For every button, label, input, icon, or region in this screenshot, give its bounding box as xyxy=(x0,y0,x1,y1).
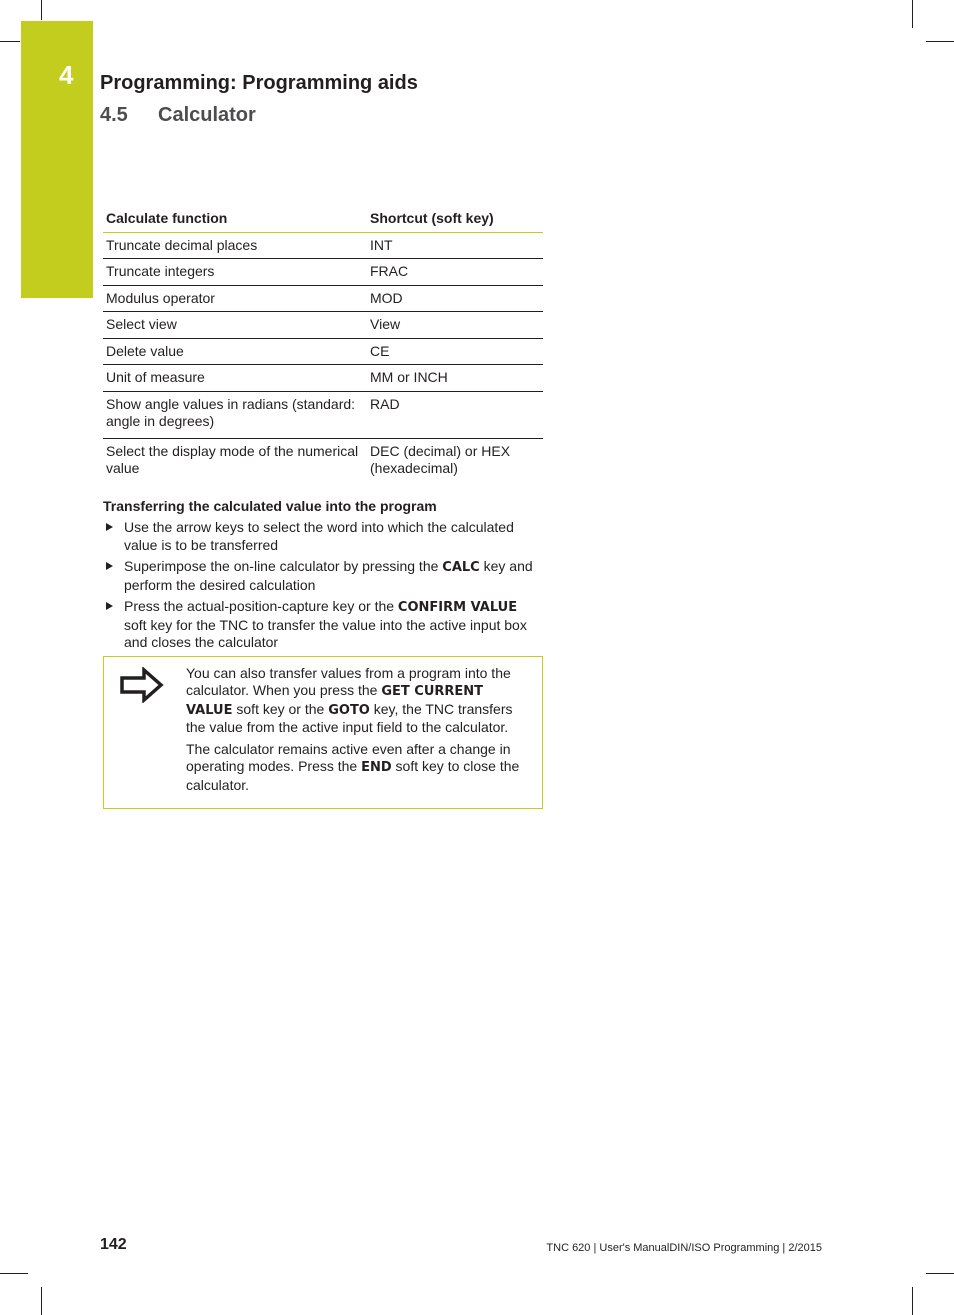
step-text: Use the arrow keys to select the word into which the calculated value is to be transferred xyxy=(124,519,514,553)
bullet-triangle-icon xyxy=(106,602,113,610)
chapter-title: Programming: Programming aids xyxy=(100,72,418,94)
function-cell: Delete value xyxy=(103,338,367,365)
note-text: You can also transfer values from a program into the calculator. When you press the xyxy=(186,664,511,698)
table-row xyxy=(103,259,543,286)
note-text: key, the TNC transfers the value from the active input field to the calculator. xyxy=(186,700,513,735)
arrow-right-icon xyxy=(120,667,164,703)
shortcut-cell: INT xyxy=(367,232,543,259)
note-text: soft key or the xyxy=(232,700,329,717)
crop-mark xyxy=(912,0,913,28)
section-number: 4.5 xyxy=(100,104,128,126)
list-item xyxy=(103,558,543,594)
crop-mark xyxy=(926,1273,954,1274)
footer-text: TNC 620 | User's ManualDIN/ISO Programming | 2/2015 xyxy=(546,1242,822,1254)
crop-mark xyxy=(926,41,954,42)
step-text: Press the actual-position-capture key or the xyxy=(124,598,398,614)
calculator-functions-table xyxy=(103,206,543,485)
key-name: GET CURRENT VALUE xyxy=(186,684,484,718)
page-number: 142 xyxy=(100,1236,127,1253)
crop-mark xyxy=(41,1287,42,1315)
table-row xyxy=(103,391,543,438)
key-name: END xyxy=(361,760,392,775)
chapter-number: 4 xyxy=(59,60,74,90)
table-header-row xyxy=(103,206,543,232)
table-row xyxy=(103,365,543,392)
note-text: The calculator remains active even after a change in operating modes. Press the xyxy=(186,740,511,774)
column-header: Calculate function xyxy=(103,206,367,232)
shortcut-cell: View xyxy=(367,312,543,339)
crop-mark xyxy=(41,0,42,20)
function-cell: Unit of measure xyxy=(103,365,367,392)
section-title: Calculator xyxy=(158,104,256,126)
table-row xyxy=(103,285,543,312)
key-name: GOTO xyxy=(328,702,370,718)
function-cell: Select the display mode of the numerical value xyxy=(106,442,359,476)
note-paragraph xyxy=(186,665,534,737)
table-row xyxy=(103,312,543,339)
table-row xyxy=(103,232,543,259)
bullet-triangle-icon xyxy=(106,523,113,531)
function-cell: Truncate decimal places xyxy=(103,232,367,259)
function-cell: Truncate integers xyxy=(103,259,367,286)
transfer-heading: Transferring the calculated value into the program xyxy=(103,497,437,514)
note-text: soft key to close the calculator. xyxy=(186,758,520,793)
function-cell: Modulus operator xyxy=(103,285,367,312)
shortcut-cell: DEC (decimal) or HEX (hexadecimal) xyxy=(370,442,511,476)
note-paragraph xyxy=(186,741,534,795)
page-content xyxy=(103,206,543,809)
function-cell: Select view xyxy=(103,312,367,339)
transfer-steps xyxy=(103,519,543,652)
section-heading xyxy=(100,104,256,127)
shortcut-cell: MOD xyxy=(367,285,543,312)
step-text: Superimpose the on-line calculator by pressing the xyxy=(124,558,443,574)
crop-mark xyxy=(0,1273,28,1274)
key-name: CONFIRM VALUE xyxy=(397,600,518,615)
key-name: CALC xyxy=(442,560,480,575)
shortcut-cell: RAD xyxy=(367,391,543,438)
step-text: key and perform the desired calculation xyxy=(124,558,533,593)
column-header: Shortcut (soft key) xyxy=(367,206,543,232)
crop-mark xyxy=(0,41,20,42)
shortcut-cell: FRAC xyxy=(367,259,543,286)
table-row xyxy=(103,338,543,365)
shortcut-cell: CE xyxy=(367,338,543,365)
list-item xyxy=(103,598,543,652)
note-box xyxy=(103,656,543,810)
list-item xyxy=(103,519,543,554)
function-cell: Show angle values in radians (standard: angle in degrees) xyxy=(103,391,367,438)
step-text: soft key for the TNC to transfer the value into the active input box and closes the calculator xyxy=(124,616,527,650)
crop-mark xyxy=(912,1287,913,1315)
table-row xyxy=(103,438,543,485)
bullet-triangle-icon xyxy=(106,562,113,570)
shortcut-cell: MM or INCH xyxy=(367,365,543,392)
